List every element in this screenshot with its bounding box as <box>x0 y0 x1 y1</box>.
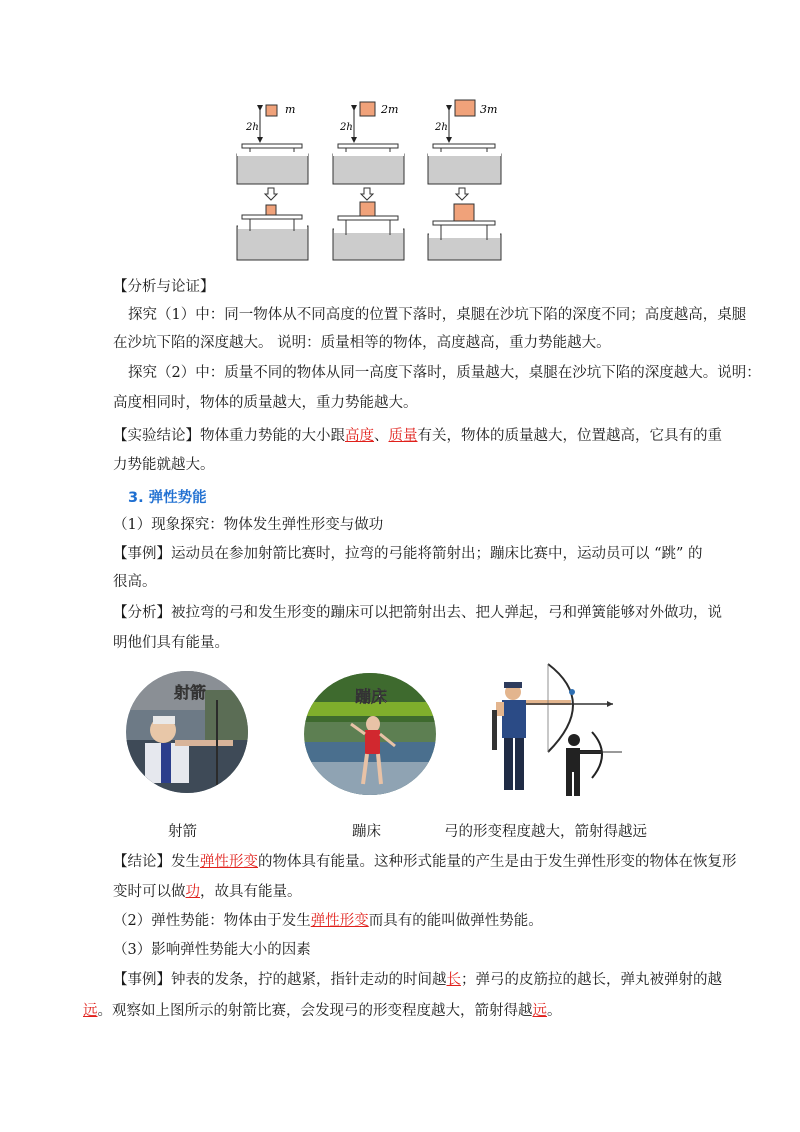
setup-1 <box>237 103 308 260</box>
sand-pit-experiment-diagram <box>228 96 512 264</box>
analysis-p2-line1: 探究（2）中：质量不同的物体从同一高度下落时，质量越大，桌腿在沙坑下陷的深度越大。说明： <box>128 365 761 381</box>
archery-photo <box>125 670 249 794</box>
answer-far-1: 远 <box>83 1003 98 1019</box>
conclusion2-line2: 变时可以做功，故具有能量。 <box>113 884 302 900</box>
height-label-2: 2h <box>340 122 353 133</box>
experiment-conclusion-line1: 【实验结论】物体重力势能的大小跟高度、质量有关，物体的质量越大，位置越高，它具有的重 <box>113 428 722 444</box>
analysis-title: 【分析与论证】 <box>113 279 215 295</box>
answer-long: 长 <box>446 972 461 988</box>
section-heading-elastic-pe: 3. 弹性势能 <box>128 490 207 506</box>
height-label-3: 2h <box>435 122 448 133</box>
mass-label-3: 3m <box>480 103 498 116</box>
archers-illustration <box>488 660 628 800</box>
trampoline-photo <box>303 672 437 796</box>
conclusion2-line1: 【结论】发生弹性形变的物体具有能量。这种形式能量的产生是由于发生弹性形变的物体在恢复形 <box>113 854 737 870</box>
example2-line2: 远。观察如上图所示的射箭比赛，会发现弓的形变程度越大，箭射得越远。 <box>83 1003 562 1019</box>
archery-photo-tag: 射箭 <box>174 683 207 702</box>
analysis2-line1: 【分析】被拉弯的弓和发生形变的蹦床可以把箭射出去、把人弹起，弓和弹簧能够对外做功，说 <box>113 605 722 621</box>
height-label-1: 2h <box>246 122 259 133</box>
caption-archery: 射箭 <box>168 824 197 840</box>
answer-mass: 质量 <box>388 428 418 444</box>
example1-line2: 很高。 <box>113 574 157 590</box>
caption-bow: 弓的形变程度越大，箭射得越远 <box>444 824 647 840</box>
mass-label-2: 2m <box>381 103 399 116</box>
sub3-factors: （3）影响弹性势能大小的因素 <box>113 942 311 958</box>
analysis-p1-line1: 探究（1）中：同一物体从不同高度的位置下落时，桌腿在沙坑下陷的深度不同；高度越高，桌腿 <box>128 307 747 323</box>
example1-line1: 【事例】运动员在参加射箭比赛时，拉弯的弓能将箭射出；蹦床比赛中，运动员可以 “跳” 的 <box>113 546 703 562</box>
analysis-p1-line2: 在沙坑下陷的深度越大。 说明：质量相等的物体，高度越高，重力势能越大。 <box>113 335 611 351</box>
answer-elastic-deformation-2: 弹性形变 <box>310 913 369 929</box>
answer-work: 功 <box>185 884 200 900</box>
answer-elastic-deformation: 弹性形变 <box>200 854 258 870</box>
setup-2 <box>333 102 404 260</box>
experiment-conclusion-line2: 力势能就越大。 <box>113 457 215 473</box>
caption-trampoline: 蹦床 <box>352 824 381 840</box>
answer-height: 高度 <box>345 428 374 444</box>
mass-label-1: m <box>285 103 296 116</box>
answer-far-2: 远 <box>532 1003 547 1019</box>
setup-3 <box>428 100 501 260</box>
example2-line1: 【事例】钟表的发条，拧的越紧，指针走动的时间越长；弹弓的皮筋拉的越长，弹丸被弹射的越 <box>113 972 722 988</box>
analysis-p2-line2: 高度相同时，物体的质量越大，重力势能越大。 <box>113 395 418 411</box>
trampoline-photo-tag: 蹦床 <box>355 687 388 706</box>
analysis2-line2: 明他们具有能量。 <box>113 635 229 651</box>
sub1-phenomenon: （1）现象探究：物体发生弹性形变与做功 <box>113 517 384 533</box>
sub2-definition: （2）弹性势能：物体由于发生弹性形变而具有的能叫做弹性势能。 <box>113 913 543 929</box>
